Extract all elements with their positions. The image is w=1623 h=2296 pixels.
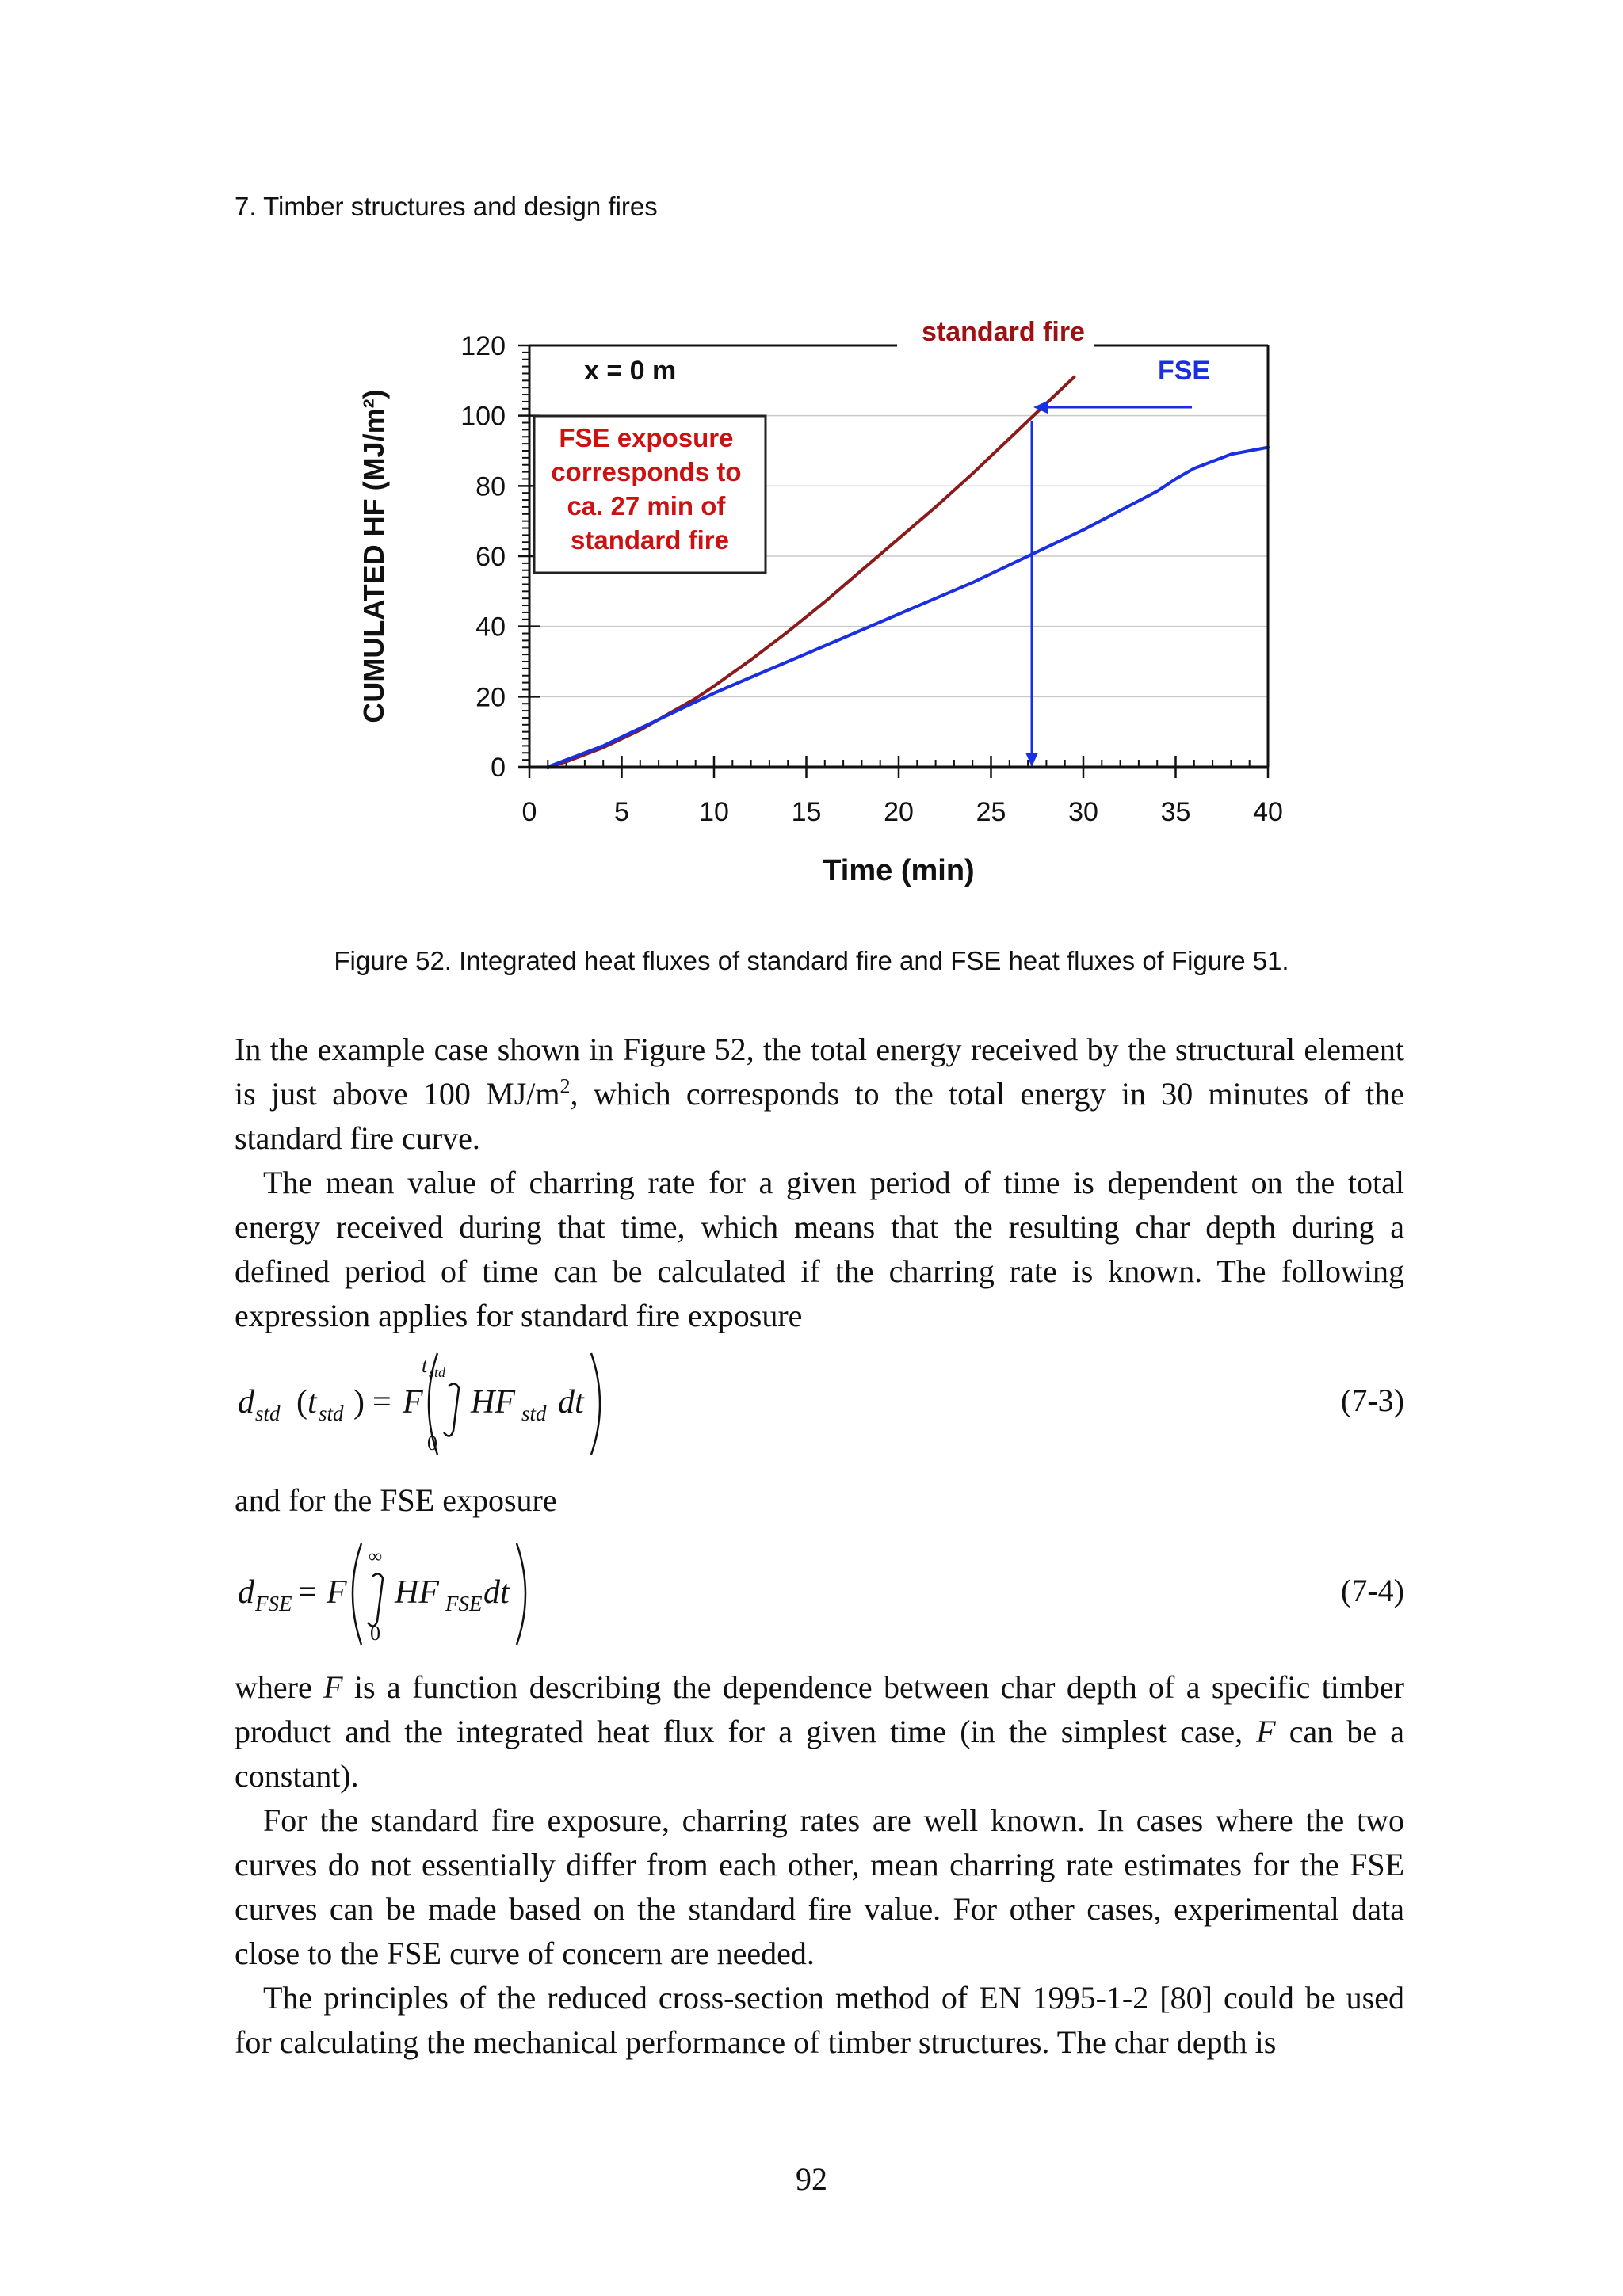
x-tick-label: 35 bbox=[1160, 797, 1191, 827]
y-tick-label: 0 bbox=[491, 753, 506, 783]
paragraph-6: The principles of the reduced cross-section method of EN 1995-1-2 [80] could be used for calculating the mechanical performance of timber structures. The char depth is bbox=[235, 1980, 1404, 2060]
equation-7-3 bbox=[230, 1347, 658, 1458]
y-tick-label: 20 bbox=[475, 682, 506, 713]
x-tick-label: 5 bbox=[614, 797, 629, 827]
running-header: 7. Timber structures and design fires bbox=[235, 192, 658, 221]
figure-caption: Figure 52. Integrated heat fluxes of standard fire and FSE heat fluxes of Figure 51. bbox=[334, 946, 1289, 975]
x-tick-label: 0 bbox=[521, 797, 537, 827]
svg-text:HF: HF bbox=[471, 1384, 515, 1421]
svg-text:0: 0 bbox=[370, 1622, 380, 1645]
svg-text:=: = bbox=[298, 1574, 317, 1611]
svg-text:): ) bbox=[353, 1384, 365, 1421]
svg-text:std: std bbox=[429, 1364, 446, 1380]
svg-text:t: t bbox=[307, 1384, 317, 1421]
x-tick-label: 10 bbox=[699, 797, 729, 827]
callout-line: standard fire bbox=[571, 525, 729, 555]
svg-text:std: std bbox=[255, 1402, 281, 1425]
y-tick-label: 100 bbox=[460, 401, 506, 432]
x-tick-label: 25 bbox=[976, 797, 1006, 827]
paragraph-5: For the standard fire exposure, charring rates are well known. In cases where the two curves do not essentially differ from each other, mean charring rate estimates for the FSE curves can be made based on the standard fire value. For other cases, experimental data close to the FSE curve of concern are needed. bbox=[235, 1802, 1404, 1971]
svg-text:dt: dt bbox=[558, 1384, 584, 1421]
y-tick-label: 120 bbox=[460, 331, 506, 361]
y-axis-label: CUMULATED HF (MJ/m²) bbox=[357, 389, 390, 723]
x-tick-label: 15 bbox=[791, 797, 822, 827]
paragraph-1: In the example case shown in Figure 52, the total energy received by the structural element is just above 100 $MJ/m^2$, which corresponds to the total energy in 30 minutes of the standard fire curve. bbox=[235, 1032, 1404, 1156]
equation-7-4 bbox=[230, 1537, 563, 1648]
svg-text:FSE: FSE bbox=[445, 1592, 483, 1615]
svg-text:HF: HF bbox=[395, 1574, 439, 1611]
svg-text:0: 0 bbox=[427, 1432, 437, 1455]
svg-text:std: std bbox=[319, 1402, 344, 1425]
cumulated-heat-flux-chart bbox=[349, 301, 1316, 903]
callout-line: corresponds to bbox=[551, 457, 742, 486]
svg-text:F: F bbox=[327, 1574, 347, 1611]
svg-text:t: t bbox=[422, 1354, 428, 1377]
paragraph-4: where F is a function describing the dependence between char depth of a specific timber product and the integrated heat flux for a given time (in the simplest case, F can be a constant). bbox=[235, 1669, 1405, 1794]
equation-number-7-4: (7-4) bbox=[1341, 1573, 1404, 1608]
svg-text:(: ( bbox=[296, 1384, 307, 1421]
svg-text:std: std bbox=[521, 1402, 547, 1425]
y-tick-label: 40 bbox=[475, 612, 506, 643]
fse-label: FSE bbox=[1157, 356, 1211, 386]
paragraph-3: and for the FSE exposure bbox=[235, 1482, 557, 1518]
y-tick-label: 60 bbox=[475, 542, 506, 572]
y-tick-labels bbox=[460, 331, 506, 783]
equation-number-7-3: (7-3) bbox=[1341, 1383, 1404, 1418]
position-annotation: x = 0 m bbox=[584, 356, 677, 386]
x-axis-label: Time (min) bbox=[823, 854, 975, 887]
svg-text:d: d bbox=[238, 1574, 254, 1611]
svg-text:FSE: FSE bbox=[255, 1592, 292, 1615]
callout-line: ca. 27 min of bbox=[567, 491, 726, 521]
x-tick-label: 40 bbox=[1253, 797, 1283, 827]
svg-text:d: d bbox=[238, 1384, 254, 1421]
svg-text:F: F bbox=[403, 1384, 423, 1421]
x-tick-label: 20 bbox=[884, 797, 914, 827]
y-tick-label: 80 bbox=[475, 471, 506, 502]
page-number: 92 bbox=[796, 2161, 827, 2197]
svg-text:=: = bbox=[372, 1384, 391, 1421]
svg-text:dt: dt bbox=[483, 1574, 510, 1611]
x-tick-labels bbox=[522, 797, 1283, 827]
x-tick-label: 30 bbox=[1068, 797, 1098, 827]
svg-text:∞: ∞ bbox=[369, 1547, 383, 1567]
callout-line: FSE exposure bbox=[559, 423, 734, 452]
paragraph-2: The mean value of charring rate for a given period of time is dependent on the total energy received during that time, which means that the resulting char depth during a defined period of time can be calculated if the charring rate is known. The following expression applies for standard fire exposure bbox=[235, 1165, 1404, 1333]
standard-fire-label: standard fire bbox=[922, 317, 1085, 347]
